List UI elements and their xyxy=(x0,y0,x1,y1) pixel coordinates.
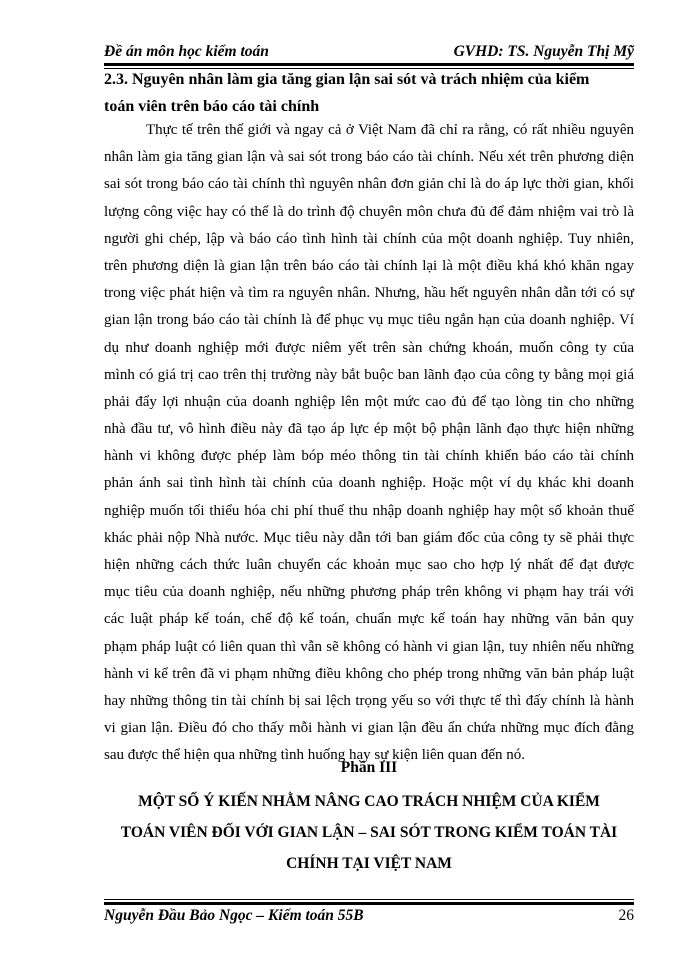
section-heading-line: 2.3. Nguyên nhân làm gia tăng gian lận sai sót và trách nhiệm của kiểm xyxy=(104,71,590,88)
page-number: 26 xyxy=(618,907,634,924)
part-title-line: TOÁN VIÊN ĐỐI VỚI GIAN LẬN – SAI SÓT TRONG KIỂM TOÁN TÀI xyxy=(120,824,618,841)
header-supervisor: GVHD: TS. Nguyễn Thị Mỹ xyxy=(453,43,634,60)
section-heading-line: toán viên trên báo cáo tài chính xyxy=(104,98,320,115)
paragraph-line: người ghi chép, lập và báo cáo tình hình tài chính của một doanh nghiệp. Tuy nhiên, xyxy=(104,230,634,247)
paragraph-line: nhà đầu tư, vô hình điều này đã tạo áp lực ép một bộ phận lãnh đạo thực hiện những xyxy=(104,421,634,438)
paragraph-line: hiện những cách thức luân chuyển các khoản mục sao cho hợp lý nhất để đạt được xyxy=(104,557,634,573)
paragraph-line: hành vi không được phép làm bóp méo thông tin tài chính khiến báo cáo tài chính xyxy=(104,448,634,465)
paragraph-line: vi gian lận. Điều đó cho thấy mỗi hành vi gian lận đều ẩn chứa những mục đích đằng xyxy=(104,720,634,737)
paragraph-line: mục tiêu của doanh nghiệp, nếu những phương pháp trên không vi phạm hay trái với xyxy=(104,584,634,601)
paragraph-line: trên phương diện là gian lận trên báo cáo tài chính lại là một điều khá khó khăn ngay xyxy=(104,257,634,274)
paragraph-line: hành vi kể trên đã vi phạm những điều không cho phép trong những văn bản pháp luật xyxy=(104,665,634,682)
paragraph-line: khác phải nộp Nhà nước. Mục tiêu này dẫn tới ban giám đốc của công ty sẽ phải thực xyxy=(104,529,634,546)
paragraph-line: nghiệp muốn tối thiểu hóa chi phí thuế thu nhập doanh nghiệp hay một số khoản thuế xyxy=(104,502,634,519)
paragraph-line: các luật pháp kế toán, chế độ kế toán, chuẩn mực kế toán hay những văn bản quy xyxy=(104,611,634,628)
header-course-title: Đề án môn học kiểm toán xyxy=(104,43,269,60)
paragraph-line: nhân làm gia tăng gian lận và sai sót trong báo cáo tài chính. Nếu xét trên phương diện xyxy=(104,149,634,166)
footer-author: Nguyễn Đầu Bảo Ngọc – Kiểm toán 55B xyxy=(104,907,364,924)
paragraph-line: sau được thể hiện qua những tình huống hay sự kiện liên quan đến nó. xyxy=(104,747,525,764)
paragraph-line: phải đẩy lợi nhuận của doanh nghiệp lên một mức cao đủ để tạo lòng tin cho những xyxy=(104,393,634,410)
paragraph-line: Thực tế trên thế giới và ngay cả ở Việt Nam đã chỉ ra rằng, có rất nhiều nguyên xyxy=(146,122,634,138)
paragraph-line: lượng công việc hay có thể là do trình độ chuyên môn chưa đủ để đảm nhiệm vai trò là xyxy=(104,203,634,220)
paragraph-line: gian lận trong báo cáo tài chính là để phục vụ mục tiêu ngắn hạn của doanh nghiệp. Ví xyxy=(104,312,634,329)
paragraph-line: phản ánh sai tình hình tài chính của doanh nghiệp. Hoặc một ví dụ khác khi doanh xyxy=(104,475,634,492)
page-header xyxy=(104,41,634,63)
body-paragraph xyxy=(104,117,634,770)
page-footer xyxy=(104,905,634,927)
part-label: Phần III xyxy=(340,759,398,776)
part-title xyxy=(104,786,634,879)
paragraph-line: dụ như doanh nghiệp mới được niêm yết trên sàn chứng khoán, muốn công ty của xyxy=(104,339,634,356)
paragraph-line: trong việc phát hiện và tìm ra nguyên nhân. Nhưng, hầu hết nguyên nhân dẫn tới có sự xyxy=(104,285,634,302)
paragraph-line: mình có giá trị cao trên thị trường này bắt buộc ban lãnh đạo của công ty bằng mọi giá xyxy=(104,366,634,383)
paragraph-line: hay những thông tin tài chính bị sai lệch trọng yếu so với thực tế thì đấy chính là hành xyxy=(104,692,634,709)
part-title-line: CHÍNH TẠI VIỆT NAM xyxy=(286,855,452,872)
paragraph-line: phạm pháp luật có liên quan thì vẫn sẽ không có hành vi gian lận, tuy nhiên nếu những xyxy=(104,638,634,655)
section-heading xyxy=(104,66,634,120)
footer-rule-thin xyxy=(104,899,634,900)
paragraph-line: sai sót trong báo cáo tài chính thì nguyên nhân đơn giản chỉ là do áp lực thời gian, khối xyxy=(104,176,634,193)
part-title-line: MỘT SỐ Ý KIẾN NHẰM NÂNG CAO TRÁCH NHIỆM CỦA KIỂM xyxy=(138,793,600,810)
